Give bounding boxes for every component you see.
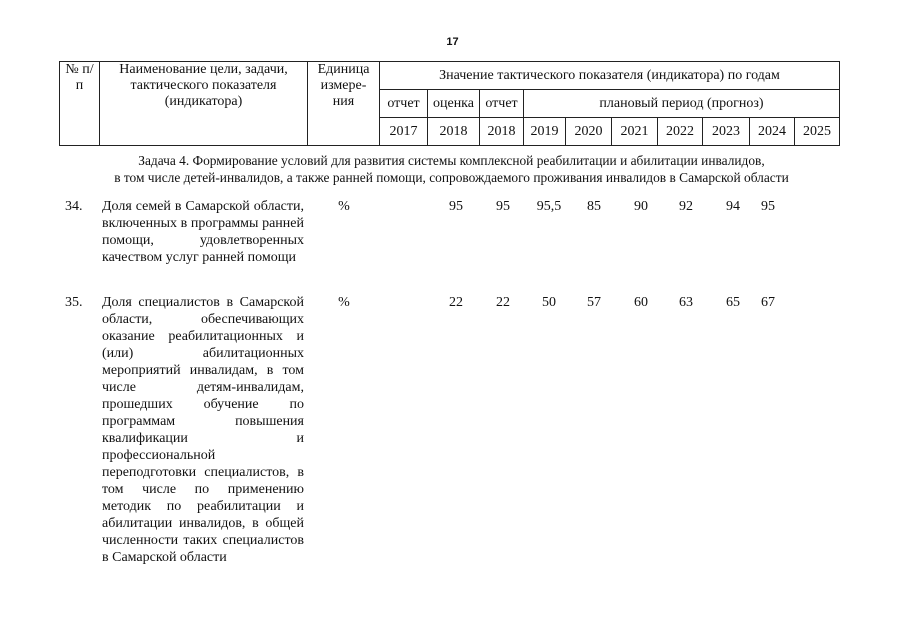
value-2018-estimate: 22: [449, 295, 463, 310]
header-year: 2023: [703, 118, 750, 146]
indicator-table-header: [59, 61, 840, 146]
indicator-unit: %: [338, 199, 350, 214]
row-number: 34.: [65, 199, 83, 214]
value-2021: 90: [634, 199, 648, 214]
header-col-num: № п/п: [60, 62, 100, 146]
value-2024: 95: [761, 199, 775, 214]
value-2023: 94: [726, 199, 740, 214]
header-year: 2025: [795, 118, 840, 146]
task-heading-line: в том числе детей-инвалидов, а также ранней помощи, сопровождаемого проживания инвалидов в Самарской области: [114, 170, 789, 185]
value-2018-report: 95: [496, 199, 510, 214]
header-year: 2017: [380, 118, 428, 146]
value-2023: 65: [726, 295, 740, 310]
value-2019: 95,5: [536, 199, 562, 214]
header-year: 2019: [524, 118, 566, 146]
task-heading: [59, 152, 844, 186]
header-year: 2022: [658, 118, 703, 146]
value-2018-report: 22: [496, 295, 510, 310]
header-year: 2018: [480, 118, 524, 146]
value-2020: 57: [587, 295, 601, 310]
header-col-unit: Единица измере-ния: [308, 62, 380, 146]
header-year: 2018: [428, 118, 480, 146]
value-2018-estimate: 95: [449, 199, 463, 214]
indicator-unit: %: [338, 295, 350, 310]
header-year: 2020: [566, 118, 612, 146]
value-2022: 63: [679, 295, 693, 310]
row-number: 35.: [65, 295, 83, 310]
header-sub-report2: отчет: [480, 90, 524, 118]
header-year: 2021: [612, 118, 658, 146]
value-2020: 85: [587, 199, 601, 214]
indicator-name: Доля семей в Самарской области, включенных в программы ранней помощи, удовлетворенных качеством услуг ранней помощи: [102, 199, 304, 265]
header-sub-plan: плановый период (прогноз): [524, 90, 840, 118]
task-heading-line: Задача 4. Формирование условий для развития системы комплексной реабилитации и абилитации инвалидов,: [138, 153, 765, 168]
indicator-name: Доля специалистов в Самарской области, обеспечивающих оказание реабилитационных и (или) абилитационных мероприятий инвалидам, в том числе детям-инвалидам, прошедших обучение по программам повышения квалификации и профессиональной переподготовки специалистов, в том числе по применению методик по реабилитации и абилитации инвалидов, в общей численности таких специалистов в Самарской области: [102, 295, 304, 565]
header-col-value: Значение тактического показателя (индикатора) по годам: [380, 62, 840, 90]
page-number: 17: [446, 36, 459, 48]
header-year: 2024: [750, 118, 795, 146]
header-col-name: Наименование цели, задачи, тактического показателя (индикатора): [100, 62, 308, 146]
value-2019: 50: [542, 295, 556, 310]
value-2021: 60: [634, 295, 648, 310]
header-sub-estimate: оценка: [428, 90, 480, 118]
value-2024: 67: [761, 295, 775, 310]
value-2022: 92: [679, 199, 693, 214]
header-sub-report: отчет: [380, 90, 428, 118]
